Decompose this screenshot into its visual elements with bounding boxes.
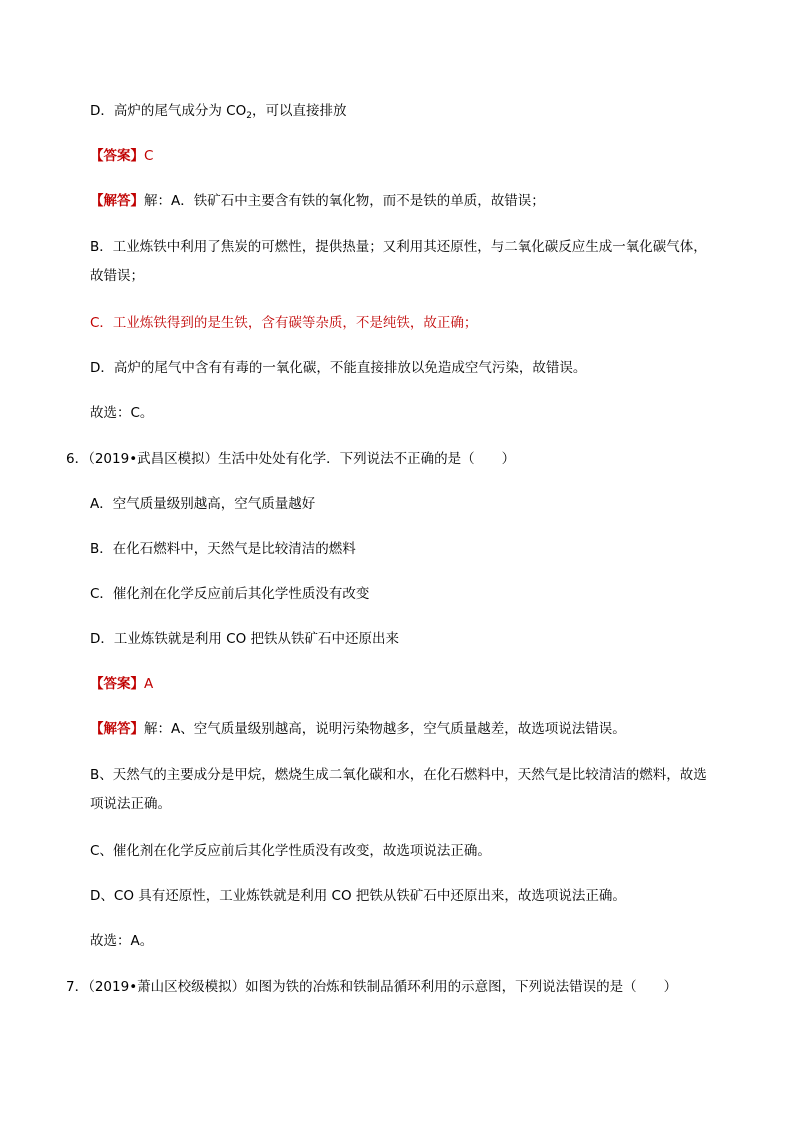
prev-conclusion: 故选：C。: [90, 405, 154, 421]
question-7-stem: 7．（2019•萧山区校级模拟）如图为铁的冶炼和铁制品循环利用的示意图，下列说法错误的是（ ）: [66, 979, 678, 995]
prev-analysis-b-line1: B．工业炼铁中利用了焦炭的可燃性，提供热量；又利用其还原性，与二氧化碳反应生成一氧化碳气体，: [90, 239, 707, 255]
prev-analysis-c: C．工业炼铁得到的是生铁，含有碳等杂质，不是纯铁，故正确；: [90, 315, 478, 331]
answer-value: C: [144, 148, 154, 164]
q6-analysis-b-line2: 项说法正确。: [90, 796, 171, 812]
prev-answer: [90, 145, 754, 168]
q6-conclusion: 故选：A。: [90, 933, 154, 949]
answer-tag: 【答案】: [90, 148, 144, 164]
q6-analysis-d: D、CO 具有还原性，工业炼铁就是利用 CO 把铁从铁矿石中还原出来，故选项说法正确。: [90, 888, 626, 904]
answer-tag: 【答案】: [90, 676, 144, 692]
prev-option-d: D．高炉的尾气成分为 $CO_2$，可以直接排放: [90, 103, 347, 121]
answer-value: A: [144, 676, 154, 692]
q6-option-d: D．工业炼铁就是利用 CO 把铁从铁矿石中还原出来: [90, 631, 400, 647]
prev-analysis-d: D．高炉的尾气中含有有毒的一氧化碳，不能直接排放以免造成空气污染，故错误。: [90, 360, 587, 376]
q6-answer: [90, 673, 754, 696]
q6-option-b: B．在化石燃料中，天然气是比较清洁的燃料: [90, 541, 356, 557]
prev-analysis-a: 【解答】解：A．铁矿石中主要含有铁的氧化物，而不是铁的单质，故错误；: [90, 193, 545, 209]
q6-analysis-a: 【解答】解：A、空气质量级别越高，说明污染物越多，空气质量越差，故选项说法错误。: [90, 721, 626, 737]
q6-option-c: C．催化剂在化学反应前后其化学性质没有改变: [90, 586, 370, 602]
question-6-stem: 6．（2019•武昌区模拟）生活中处处有化学．下列说法不正确的是（ ）: [66, 451, 516, 467]
analysis-tag: 【解答】: [90, 193, 144, 209]
q6-option-a: A．空气质量级别越高，空气质量越好: [90, 496, 316, 512]
prev-analysis-b-line2: 故错误；: [90, 268, 144, 284]
q6-analysis-c: C、催化剂在化学反应前后其化学性质没有改变，故选项说法正确。: [90, 843, 491, 859]
q6-analysis-b-line1: B、天然气的主要成分是甲烷，燃烧生成二氧化碳和水，在化石燃料中，天然气是比较清洁的燃料，故选: [90, 767, 707, 783]
analysis-tag: 【解答】: [90, 721, 144, 737]
